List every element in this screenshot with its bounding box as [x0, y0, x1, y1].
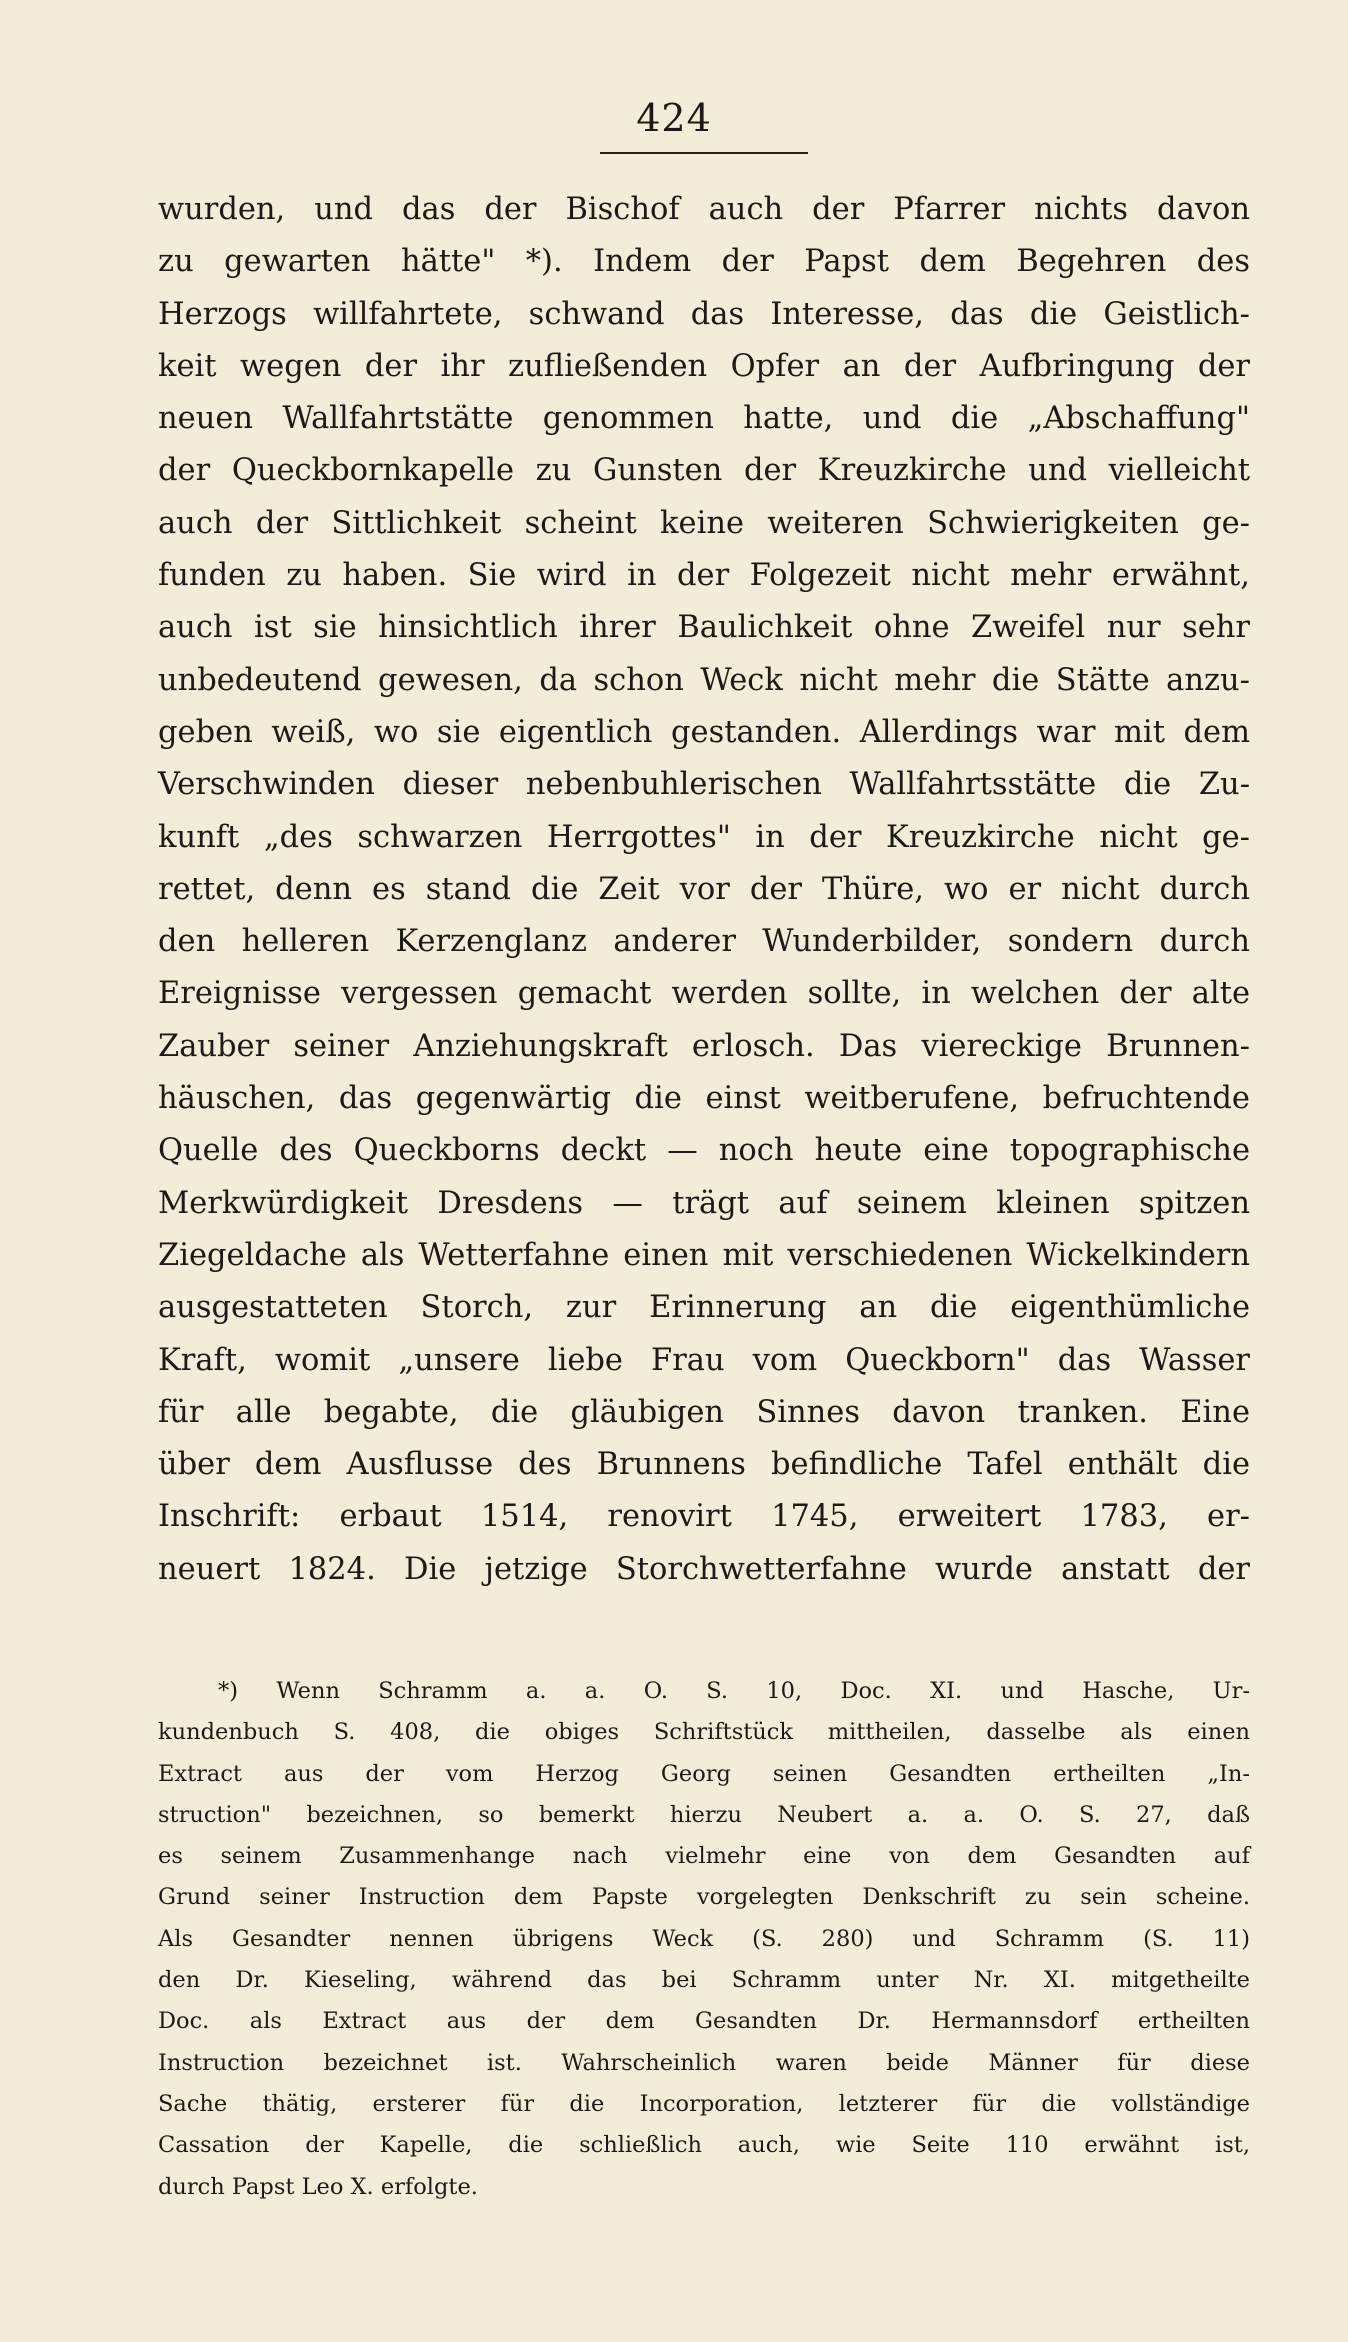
text-line: kunft „des schwarzen Herrgottes" in der Kreuzkirche nicht ge-	[158, 819, 1250, 855]
text-line: Ziegeldache als Wetterfahne einen mit verschiedenen Wickelkindern	[158, 1237, 1250, 1273]
text-line: Herzogs willfahrtete, schwand das Interesse, das die Geistlich-	[158, 296, 1250, 332]
text-line: über dem Ausflusse des Brunnens befindliche Tafel enthält die	[158, 1447, 1250, 1483]
footnote-line: Als Gesandter nennen übrigens Weck (S. 280) und Schramm (S. 11)	[158, 1925, 1250, 1952]
text-line: Ereignisse vergessen gemacht werden sollte, in welchen der alte	[158, 976, 1250, 1012]
main-text	[158, 184, 1250, 1596]
footnote-line: *) Wenn Schramm a. a. O. S. 10, Doc. XI. und Hasche, Ur-	[218, 1678, 1250, 1704]
text-line: geben weiß, wo sie eigentlich gestanden. Allerdings war mit dem	[158, 714, 1250, 750]
text-line: keit wegen der ihr zufließenden Opfer an der Aufbringung der	[158, 348, 1250, 384]
footnote-line: den Dr. Kieseling, während das bei Schramm unter Nr. XI. mitgetheilte	[158, 1967, 1250, 1994]
footnote-line: Sache thätig, ersterer für die Incorporation, letzterer für die vollständige	[158, 2090, 1250, 2117]
text-line: den helleren Kerzenglanz anderer Wunderbilder, sondern durch	[158, 924, 1250, 960]
text-line: für alle begabte, die gläubigen Sinnes davon tranken. Eine	[158, 1394, 1250, 1430]
header-rule	[600, 152, 808, 154]
footnote-line: Cassation der Kapelle, die schließlich auch, wie Seite 110 erwähnt ist,	[158, 2132, 1250, 2159]
footnote-line: Doc. als Extract aus der dem Gesandten Dr. Hermannsdorf ertheilten	[158, 2008, 1250, 2035]
text-line: zu gewarten hätte" *). Indem der Papst dem Begehren des	[158, 244, 1250, 280]
footnote	[158, 1671, 1250, 2208]
text-line: Zauber seiner Anziehungskraft erlosch. Das viereckige Brunnen-	[158, 1028, 1250, 1064]
text-line: Merkwürdigkeit Dresdens — trägt auf seinem kleinen spitzen	[158, 1185, 1250, 1221]
footnote-line: es seinem Zusammenhange nach vielmehr eine von dem Gesandten auf	[158, 1843, 1250, 1870]
text-line: ausgestatteten Storch, zur Erinnerung an die eigenthümliche	[158, 1290, 1250, 1326]
footnote-line: durch Papst Leo X. erfolgte.	[158, 2173, 478, 2200]
text-line: häuschen, das gegenwärtig die einst weitberufene, befruchtende	[158, 1081, 1250, 1117]
footnote-line: Instruction bezeichnet ist. Wahrscheinlich waren beide Männer für diese	[158, 2049, 1250, 2076]
text-line: der Queckbornkapelle zu Gunsten der Kreuzkirche und vielleicht	[158, 453, 1250, 489]
text-line: Inschrift: erbaut 1514, renovirt 1745, erweitert 1783, er-	[158, 1499, 1250, 1535]
text-line: neuert 1824. Die jetzige Storchwetterfahne wurde anstatt der	[158, 1551, 1250, 1587]
text-line: rettet, denn es stand die Zeit vor der Thüre, wo er nicht durch	[158, 871, 1250, 907]
text-line: wurden, und das der Bischof auch der Pfarrer nichts davon	[158, 192, 1250, 227]
text-line: Kraft, womit „unsere liebe Frau vom Queckborn" das Wasser	[158, 1342, 1250, 1378]
text-line: Verschwinden dieser nebenbuhlerischen Wallfahrtsstätte die Zu-	[158, 767, 1250, 803]
footnote-line: Grund seiner Instruction dem Papste vorgelegten Denkschrift zu sein scheine.	[158, 1884, 1250, 1911]
text-line: unbedeutend gewesen, da schon Weck nicht mehr die Stätte anzu-	[158, 662, 1250, 698]
text-line: neuen Wallfahrtstätte genommen hatte, und die „Abschaffung"	[158, 401, 1250, 437]
footnote-line: struction" bezeichnen, so bemerkt hierzu Neubert a. a. O. S. 27, daß	[158, 1801, 1250, 1828]
text-line: auch der Sittlichkeit scheint keine weiteren Schwierigkeiten ge-	[158, 505, 1250, 541]
footnote-line: Extract aus der vom Herzog Georg seinen Gesandten ertheilten „In-	[158, 1760, 1250, 1787]
text-line: Quelle des Queckborns deckt — noch heute eine topographische	[158, 1133, 1250, 1169]
text-line: funden zu haben. Sie wird in der Folgezeit nicht mehr erwähnt,	[158, 558, 1250, 594]
footnote-line: kundenbuch S. 408, die obiges Schriftstück mittheilen, dasselbe als einen	[158, 1719, 1250, 1746]
text-line: auch ist sie hinsichtlich ihrer Baulichkeit ohne Zweifel nur sehr	[158, 610, 1250, 646]
page-number: 424	[636, 96, 712, 140]
